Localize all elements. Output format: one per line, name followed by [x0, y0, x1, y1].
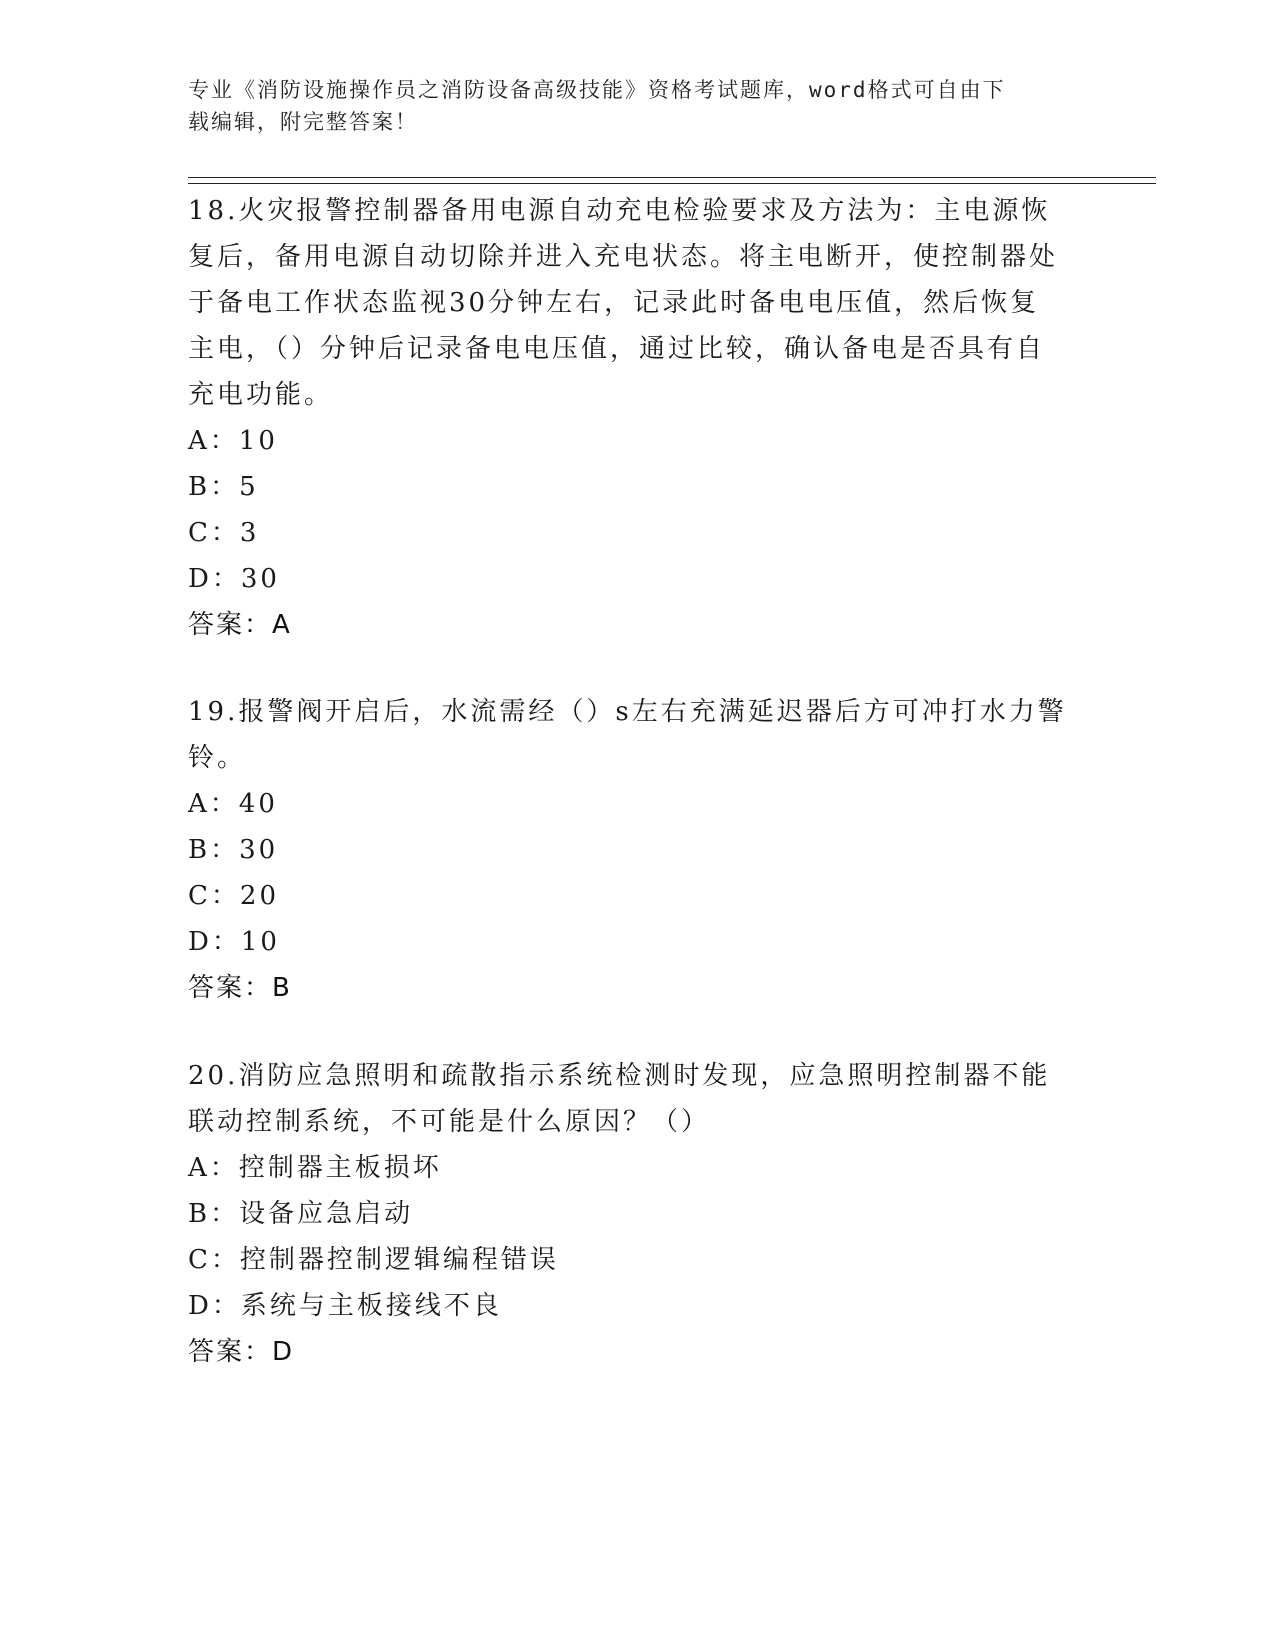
- option-text: 3: [239, 518, 260, 548]
- option-c: [188, 510, 1068, 556]
- option-key: B：: [188, 472, 240, 502]
- option-text: 10: [240, 927, 280, 957]
- option-a: [188, 418, 1068, 464]
- option-text: 10: [238, 426, 278, 456]
- option-text: 40: [238, 789, 278, 819]
- option-text: 控制器控制逻辑编程错误: [239, 1245, 559, 1275]
- option-key: B：: [188, 835, 240, 865]
- option-text: 30: [240, 564, 280, 594]
- option-c: [188, 873, 1068, 919]
- option-a: [188, 781, 1068, 827]
- question-stem: 19.报警阀开启后，水流需经（）s左右充满延迟器后方可冲打水力警铃。: [188, 697, 1067, 773]
- option-key: A：: [188, 789, 239, 819]
- option-d: [188, 919, 1068, 965]
- option-key: D：: [188, 1291, 241, 1321]
- question-20: [188, 1053, 1068, 1375]
- question-stem: 18.火灾报警控制器备用电源自动充电检验要求及方法为：主电源恢复后，备用电源自动切除并进入充电状态。将主电断开，使控制器处于备电工作状态监视30分钟左右，记录此时备电电压值，然后恢复主电，（）分钟后记录备电电压值，通过比较，确认备电是否具有自充电功能。: [188, 196, 1059, 410]
- option-text: 设备应急启动: [239, 1199, 414, 1229]
- option-b: [188, 827, 1068, 873]
- option-b: [188, 1191, 1068, 1237]
- option-key: D：: [188, 564, 241, 594]
- option-a: [188, 1145, 1068, 1191]
- question-stem: 20.消防应急照明和疏散指示系统检测时发现，应急照明控制器不能联动控制系统，不可能是什么原因？（）: [188, 1061, 1051, 1137]
- option-key: B：: [188, 1199, 240, 1229]
- option-key: A：: [188, 1153, 239, 1183]
- answer-line: 答案：D: [188, 1337, 295, 1367]
- answer-line: 答案：B: [188, 973, 292, 1003]
- document-header: [188, 74, 1068, 138]
- question-19: [188, 689, 1068, 1011]
- header-divider-top: [188, 177, 1156, 178]
- option-b: [188, 464, 1068, 510]
- option-c: [188, 1237, 1068, 1283]
- option-d: [188, 1283, 1068, 1329]
- option-text: 5: [239, 472, 259, 502]
- option-text: 30: [239, 835, 279, 865]
- option-text: 系统与主板接线不良: [240, 1291, 502, 1321]
- option-key: D：: [188, 927, 241, 957]
- header-divider-bottom: [188, 183, 1156, 184]
- option-text: 控制器主板损坏: [238, 1153, 442, 1183]
- header-line-1: 专业《消防设施操作员之消防设备高级技能》资格考试题库，word格式可自由下: [188, 78, 1006, 102]
- answer-line: 答案：A: [188, 610, 292, 640]
- header-line-2: 载编辑，附完整答案！: [188, 110, 418, 134]
- question-18: [188, 188, 1068, 648]
- option-text: 20: [239, 881, 279, 911]
- option-key: C：: [188, 518, 240, 548]
- option-key: C：: [188, 881, 240, 911]
- option-key: C：: [188, 1245, 240, 1275]
- option-d: [188, 556, 1068, 602]
- option-key: A：: [188, 426, 239, 456]
